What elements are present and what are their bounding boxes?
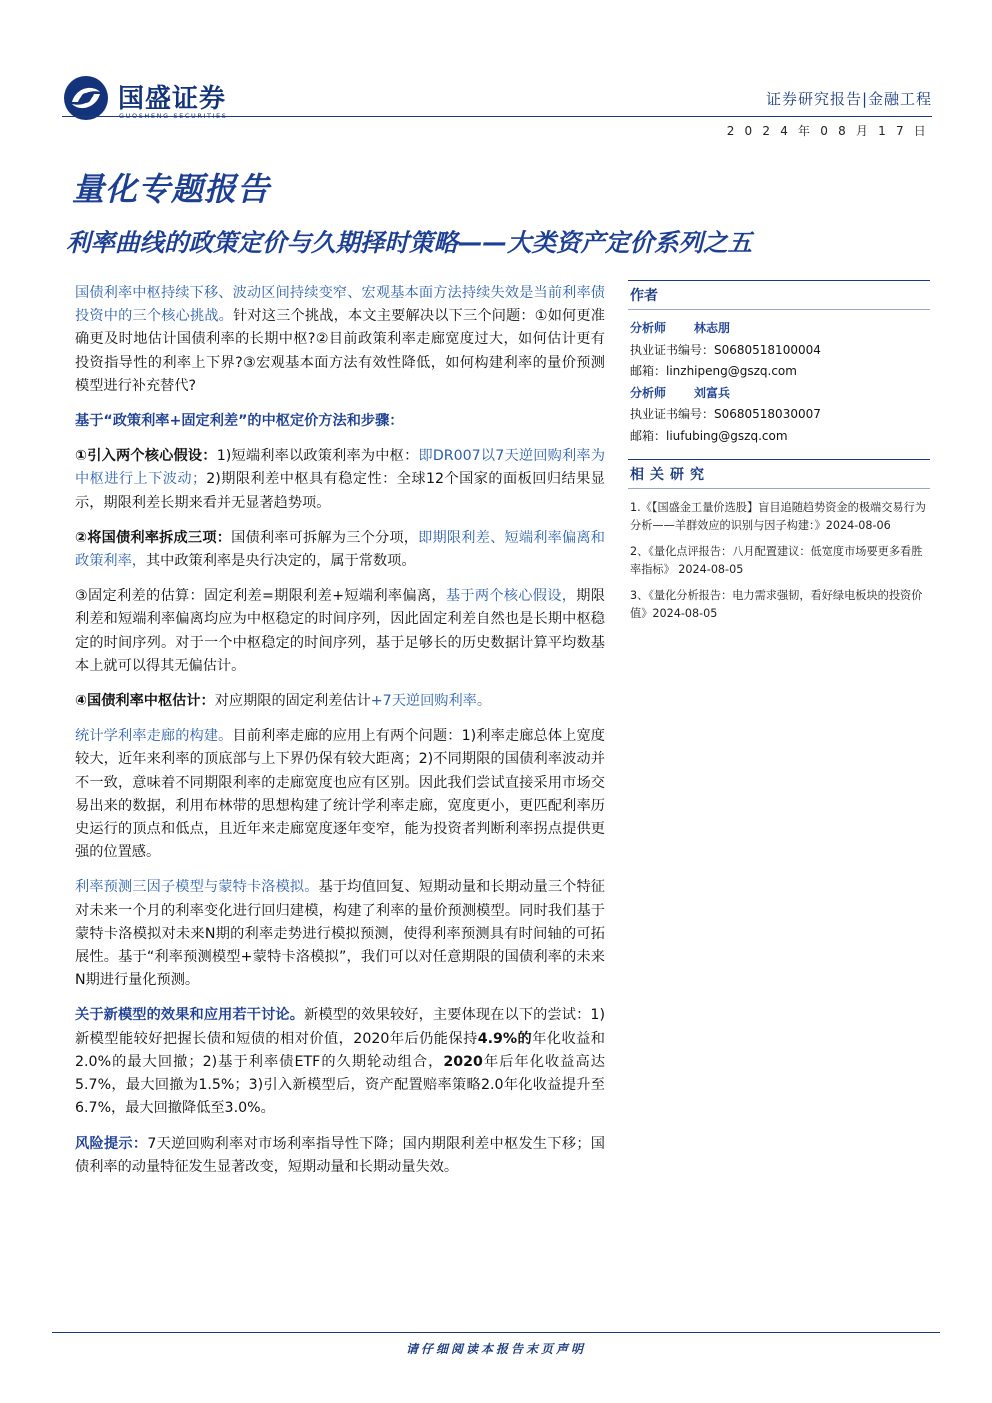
related-research-list bbox=[628, 489, 930, 623]
author-2-name-row bbox=[630, 383, 928, 405]
header-divider bbox=[62, 116, 932, 117]
step4-text-a: 对应期限的固定利差估计 bbox=[214, 693, 371, 710]
related-research-heading: 相关研究 bbox=[628, 459, 930, 489]
effect-bold-year: 2020 bbox=[443, 1053, 483, 1070]
footer-disclaimer: 请仔细阅读本报告末页声明 bbox=[405, 1342, 586, 1356]
report-summary bbox=[75, 282, 605, 1191]
corridor-text: 目前利率走廊的应用上有两个问题：1)利率走廊总体上宽度较大，近年来利率的顶底部与上下界仍保有较大距离；2)不同期限的国债利率波动并不一致，意味着不同期限利率的走廊宽度也应有区别。因此我们尝试直接采用市场交易出来的数据，利用布林带的思想构建了统计学利率走廊，宽度更小，更匹配利率历史运行的顶点和低点，且近年来走廊宽度逐年变窄，能为投资者判断利率拐点提供更强的位置感。 bbox=[75, 728, 605, 861]
step1-highlight: 即DR007以7天逆回购利率为中枢进行上下波动； bbox=[75, 448, 606, 488]
model-text: 基于均值回复、短期动量和长期动量三个特征对未来一个月的利率变化进行回归建模，构建了利率的量价预测模型。同时我们基于蒙特卡洛模拟对未来N期的利率走势进行模拟预测，使得利率预测具有时间轴的可拓展性。基于“利率预测模型+蒙特卡洛模拟”，我们可以对任意期限的国债利率的未来N期进行量化预测。 bbox=[75, 879, 605, 989]
risk-paragraph bbox=[75, 1133, 605, 1179]
corridor-paragraph bbox=[75, 725, 605, 864]
author-2-role: 分析师 bbox=[630, 385, 667, 400]
author-1-name-row bbox=[630, 318, 928, 340]
step2-text-a: 国债利率可拆解为三个分项， bbox=[231, 529, 419, 546]
step1-label: ①引入两个核心假设： bbox=[75, 448, 217, 465]
intro-highlight: 国债利率中枢持续下移、波动区间持续变窄、宏观基本面方法持续失效是当前利率债投资中的三个核心挑战。 bbox=[75, 285, 605, 325]
related-item-1[interactable]: 1.《【国盛金工量价选股】盲目追随趋势资金的极端交易行为分析——羊群效应的识别与因子构建：》2024-08-06 bbox=[630, 501, 926, 532]
effect-paragraph bbox=[75, 1004, 605, 1120]
step2-paragraph bbox=[75, 527, 605, 573]
author-2-email[interactable]: 邮箱：liufubing@gszq.com bbox=[630, 428, 788, 443]
step3-paragraph bbox=[75, 585, 605, 678]
author-1-cert: 执业证书编号：S0680518100004 bbox=[630, 342, 821, 357]
model-paragraph bbox=[75, 876, 605, 992]
step4-highlight: +7天逆回购利率。 bbox=[370, 693, 492, 710]
author-1-role: 分析师 bbox=[630, 321, 667, 335]
effect-text-b: 年化收益和2.0%的最大回撤；2)基于利率债ETF的久期轮动组合， bbox=[75, 1030, 605, 1070]
risk-label: 风险提示： bbox=[75, 1135, 148, 1152]
step3-text-b: 期限利差和短端利率偏离均应为中枢稳定的时间序列，因此固定利差自然也是长期中枢稳定的时间序列。对于一个中枢稳定的时间序列，基于足够长的历史数据计算平均数基本上就可以得其无偏估计。 bbox=[75, 588, 605, 674]
intro-paragraph bbox=[75, 282, 605, 398]
effect-text-a: 新模型的效果较好，主要体现在以下的尝试：1)新模型能较好把握长债和短债的相对价值，2020年后仍能保持 bbox=[75, 1007, 605, 1047]
step2-highlight: 即期限利差、短端利率偏离和政策利率， bbox=[75, 529, 605, 570]
related-item-3[interactable]: 3、《量化分析报告：电力需求强韧，看好绿电板块的投资价值》2024-08-05 bbox=[630, 589, 923, 620]
report-date: 2024年08月17日 bbox=[726, 124, 936, 138]
method-heading: 基于“政策利率+固定利差”的中枢定价方法和步骤： bbox=[75, 413, 404, 430]
step2-text-b: 其中政策利率是央行决定的，属于常数项。 bbox=[145, 553, 416, 570]
logo-chinese-name: 国盛证券 bbox=[118, 84, 227, 114]
intro-text: 针对这三个挑战，本文主要解决以下三个问题：①如何更准确更及时地估计国债利率的长期中枢?②目前政策利率走廊宽度过大，如何估计更有投资指导性的利率上下界?③宏观基本面方法有效性降低，如何构建利率的量价预测模型进行补充替代? bbox=[75, 308, 605, 394]
logo-english-name: GUOSHENG SECURITIES bbox=[119, 112, 228, 120]
step2-label: ②将国债利率拆成三项： bbox=[75, 529, 232, 546]
corridor-highlight: 统计学利率走廊的构建。 bbox=[75, 728, 233, 745]
effect-label: 关于新模型的效果和应用若干讨论。 bbox=[75, 1007, 305, 1024]
author-1-email[interactable]: 邮箱：linzhipeng@gszq.com bbox=[630, 364, 797, 378]
step1-paragraph bbox=[75, 445, 605, 515]
author-2-cert: 执业证书编号：S0680518030007 bbox=[630, 407, 821, 421]
footer-divider bbox=[52, 1332, 940, 1333]
model-highlight: 利率预测三因子模型与蒙特卡洛模拟。 bbox=[75, 879, 319, 896]
step4-paragraph bbox=[75, 690, 605, 713]
author-2-name: 刘富兵 bbox=[694, 385, 731, 400]
report-title: 利率曲线的政策定价与久期择时策略——大类资产定价系列之五 bbox=[66, 228, 752, 257]
guosheng-logo-icon bbox=[62, 74, 110, 122]
step3-highlight: 基于两个核心假设， bbox=[445, 588, 577, 605]
method-title bbox=[75, 410, 605, 433]
report-category: 证券研究报告|金融工程 bbox=[765, 90, 932, 108]
sidebar bbox=[628, 280, 930, 631]
effect-bold: 4.9%的 bbox=[477, 1030, 533, 1047]
authors-heading: 作者 bbox=[628, 280, 930, 310]
step1-text-a: 1)短端利率以政策利率为中枢： bbox=[216, 448, 419, 465]
author-list bbox=[628, 310, 930, 447]
step3-text-a: ③固定利差的估算：固定利差=期限利差+短端利率偏离， bbox=[75, 588, 446, 605]
step1-text-b: 2)期限利差中枢具有稳定性：全球12个国家的面板回归结果显示，期限利差长期来看并无显著趋势项。 bbox=[75, 471, 605, 511]
step4-label: ④国债利率中枢估计： bbox=[75, 693, 215, 710]
report-type: 量化专题报告 bbox=[72, 170, 271, 208]
related-item-2[interactable]: 2、《量化点评报告：八月配置建议：低宽度市场要更多看胜率指标》 2024-08-05 bbox=[630, 545, 923, 576]
author-1-name: 林志朋 bbox=[694, 321, 731, 335]
effect-text-c: 年后年化收益高达5.7%，最大回撤为1.5%；3)引入新模型后，资产配置赔率策略2.0年化收益提升至6.7%，最大回撤降低至3.0%。 bbox=[75, 1053, 605, 1117]
risk-text: 7天逆回购利率对市场利率指导性下降；国内期限利差中枢发生下移；国债利率的动量特征发生显著改变，短期动量和长期动量失效。 bbox=[75, 1135, 605, 1175]
